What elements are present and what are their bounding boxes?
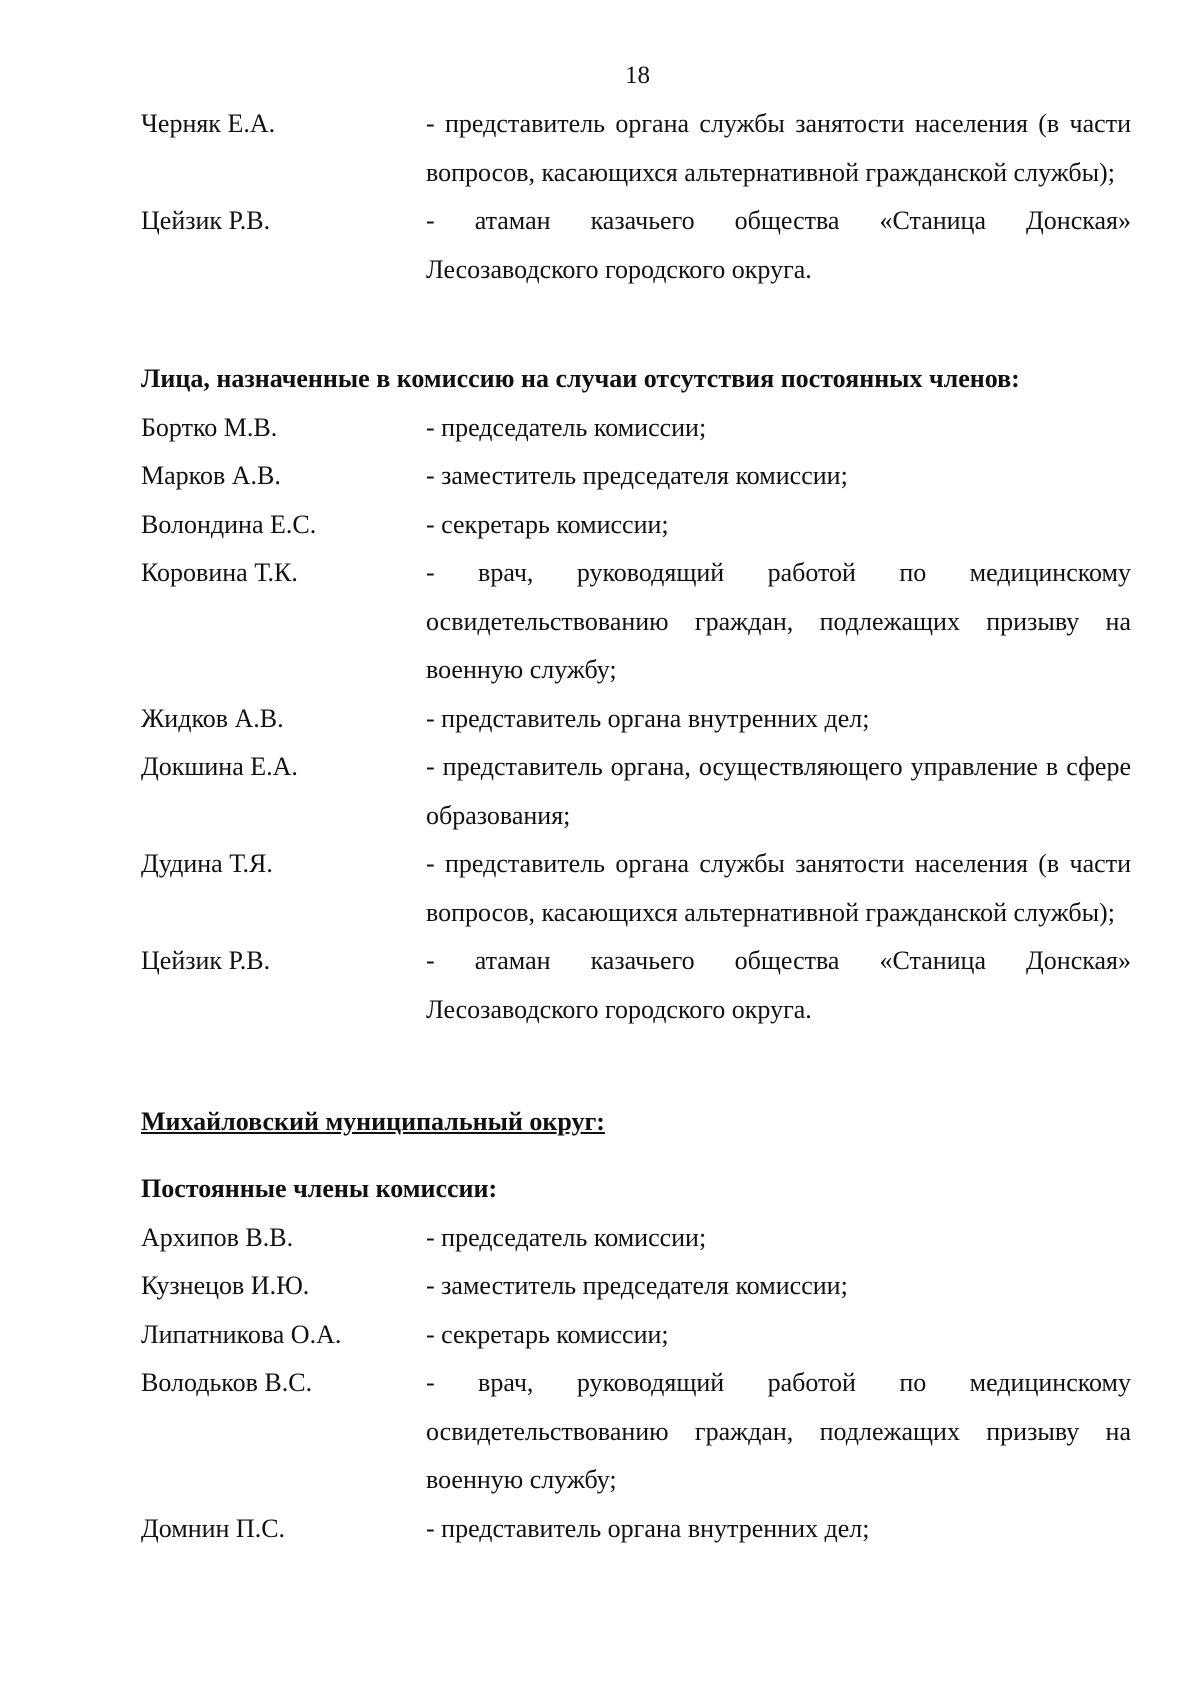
member-name: Домнин П.С. (141, 1513, 286, 1543)
member-row (141, 840, 1131, 937)
member-name: Архипов В.В. (141, 1222, 294, 1252)
member-role: - заместитель председателя комиссии; (426, 1271, 848, 1300)
member-role: - заместитель председателя комиссии; (426, 461, 848, 490)
member-name: Волондина Е.С. (141, 509, 317, 539)
member-name: Цейзик Р.В. (141, 206, 271, 235)
district-title: Михайловский муниципальный округ: (141, 1107, 605, 1136)
member-row (141, 1359, 1131, 1505)
member-role: - атаман казачьего общества «Станица Донская» Лесозаводского городского округа. (426, 206, 1131, 284)
member-role: - председатель комиссии; (426, 1222, 707, 1252)
member-name: Бортко М.В. (141, 412, 278, 442)
member-row (141, 1311, 1131, 1360)
member-row (141, 743, 1131, 840)
district-section (141, 1098, 1131, 1147)
member-name: Жидков А.В. (141, 703, 284, 733)
member-list-continued (141, 100, 1131, 294)
member-row (141, 937, 1131, 1034)
member-row (141, 549, 1131, 695)
page-number: 18 (625, 62, 650, 89)
member-role: - председатель комиссии; (426, 412, 707, 442)
permanent-members-heading: Постоянные члены комиссии: (141, 1174, 498, 1203)
member-role: - врач, руководящий работой по медицинскому освидетельствованию граждан, подлежащих призыву на военную службу; (426, 1368, 1131, 1494)
member-role: - врач, руководящий работой по медицинскому освидетельствованию граждан, подлежащих призыву на военную службу; (426, 558, 1131, 684)
member-role: - представитель органа внутренних дел; (426, 1513, 870, 1543)
member-name: Докшина Е.А. (141, 752, 298, 781)
member-name: Липатникова О.А. (141, 1319, 342, 1349)
member-role: - представитель органа, осуществляющего управление в сфере образования; (426, 752, 1131, 830)
member-row (141, 197, 1131, 294)
substitute-members-section (141, 355, 1131, 1034)
member-name: Кузнецов И.Ю. (141, 1271, 310, 1300)
member-role: - атаман казачьего общества «Станица Донская» Лесозаводского городского округа. (426, 946, 1131, 1024)
member-row (141, 452, 1131, 501)
member-name: Дудина Т.Я. (141, 849, 273, 878)
member-role: - представитель органа службы занятости населения (в части вопросов, касающихся альтернативной гражданской службы); (426, 849, 1131, 927)
member-name: Коровина Т.К. (141, 558, 298, 587)
member-role: - представитель органа внутренних дел; (426, 703, 870, 733)
member-row (141, 404, 1131, 453)
member-name: Марков А.В. (141, 461, 281, 490)
member-row (141, 501, 1131, 550)
member-name: Цейзик Р.В. (141, 946, 271, 975)
member-role: - секретарь комиссии; (426, 509, 669, 539)
member-row (141, 1505, 1131, 1554)
member-role: - представитель органа службы занятости населения (в части вопросов, касающихся альтернативной гражданской службы); (426, 109, 1131, 187)
permanent-members-section (141, 1165, 1131, 1553)
member-row (141, 1262, 1131, 1311)
member-role: - секретарь комиссии; (426, 1319, 669, 1349)
substitute-members-heading: Лица, назначенные в комиссию на случаи отсутствия постоянных членов: (141, 364, 1020, 393)
member-row (141, 695, 1131, 744)
member-row (141, 1214, 1131, 1263)
member-row (141, 100, 1131, 197)
member-name: Черняк Е.А. (141, 109, 276, 138)
member-name: Володьков В.С. (141, 1368, 313, 1397)
